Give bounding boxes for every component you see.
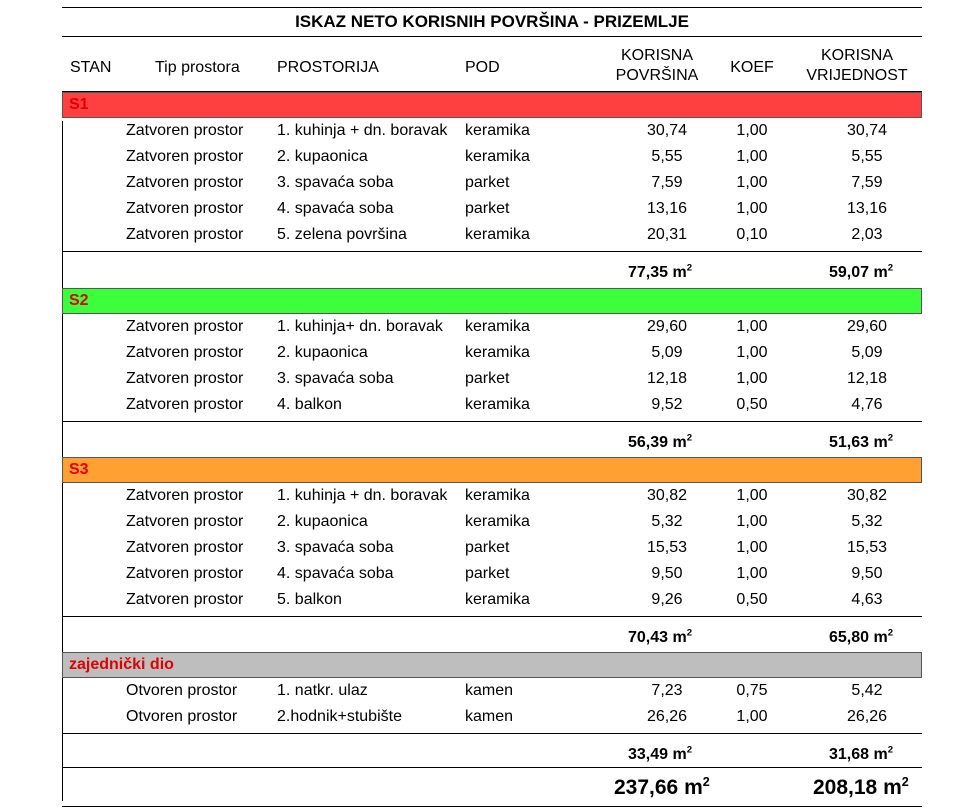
table-row <box>62 315 922 341</box>
cell-korisna-vrijednost: 5,32 <box>851 513 883 530</box>
subtotal-value-unit: m <box>873 264 888 281</box>
subtotal-rule <box>62 251 922 252</box>
col-header-area-line1: KORISNA <box>620 47 693 64</box>
subtotal-area <box>628 434 692 452</box>
table-row <box>62 197 922 223</box>
cell-pod: keramika <box>465 396 530 413</box>
cell-korisna-vrijednost: 5,09 <box>851 344 883 361</box>
cell-pod: keramika <box>465 122 530 139</box>
cell-tip-prostora: Zatvoren prostor <box>126 396 244 413</box>
col-header-pod: POD <box>465 59 500 76</box>
cell-tip-prostora: Zatvoren prostor <box>126 565 244 582</box>
subtotal-area-number: 70,43 <box>628 629 669 646</box>
cell-korisna-povrsina: 7,23 <box>651 682 683 699</box>
table-row <box>62 367 922 393</box>
cell-koef: 0,75 <box>736 682 768 699</box>
cell-korisna-povrsina: 5,09 <box>651 344 683 361</box>
subtotal-value-unit: m <box>873 629 888 646</box>
col-header-stan: STAN <box>70 59 112 76</box>
cell-korisna-vrijednost: 4,76 <box>851 396 883 413</box>
cell-prostorija: 2. kupaonica <box>277 148 368 165</box>
cell-koef: 1,00 <box>736 708 768 725</box>
cell-koef: 1,00 <box>736 318 768 335</box>
cell-pod: keramika <box>465 148 530 165</box>
cell-koef: 1,00 <box>736 487 768 504</box>
area-table <box>62 0 922 811</box>
subtotal-value-number: 31,68 <box>829 746 870 763</box>
cell-prostorija: 1. kuhinja + dn. boravak <box>277 487 448 504</box>
cell-korisna-vrijednost: 13,16 <box>846 200 888 217</box>
table-row <box>62 510 922 536</box>
cell-prostorija: 5. zelena površina <box>277 226 407 243</box>
cell-koef: 1,00 <box>736 344 768 361</box>
cell-korisna-povrsina: 20,31 <box>646 226 688 243</box>
table-row <box>62 484 922 510</box>
cell-koef: 1,00 <box>736 513 768 530</box>
cell-tip-prostora: Zatvoren prostor <box>126 539 244 556</box>
grand-total-value <box>813 776 909 800</box>
subtotal-value <box>829 264 893 282</box>
top-rule <box>62 7 922 8</box>
cell-pod: keramika <box>465 226 530 243</box>
table-row <box>62 536 922 562</box>
subtotal-value-unit-sup: 2 <box>887 627 894 639</box>
cell-korisna-vrijednost: 2,03 <box>851 226 883 243</box>
cell-korisna-povrsina: 26,26 <box>646 708 688 725</box>
subtotal-value-unit-sup: 2 <box>887 262 894 274</box>
cell-koef: 1,00 <box>736 122 768 139</box>
cell-korisna-povrsina: 5,55 <box>651 148 683 165</box>
cell-prostorija: 2. kupaonica <box>277 513 368 530</box>
subtotal-rule <box>62 421 922 422</box>
cell-pod: parket <box>465 565 510 582</box>
cell-korisna-vrijednost: 29,60 <box>846 318 888 335</box>
grand-total-rule <box>62 767 922 768</box>
cell-koef: 1,00 <box>736 174 768 191</box>
cell-koef: 1,00 <box>736 200 768 217</box>
cell-prostorija: 4. spavaća soba <box>277 200 394 217</box>
cell-prostorija: 3. spavaća soba <box>277 370 394 387</box>
cell-korisna-povrsina: 15,53 <box>646 539 688 556</box>
subtotal-area-unit: m <box>672 746 687 763</box>
subtotal-area <box>628 746 692 764</box>
subtotal-value-number: 59,07 <box>829 264 870 281</box>
subtotal-area-number: 33,49 <box>628 746 669 763</box>
cell-tip-prostora: Zatvoren prostor <box>126 370 244 387</box>
section-label: S1 <box>69 96 89 113</box>
cell-pod: parket <box>465 174 510 191</box>
cell-koef: 0,50 <box>736 591 768 608</box>
section-header-2 <box>62 457 922 483</box>
cell-pod: keramika <box>465 344 530 361</box>
subtotal-area-number: 56,39 <box>628 434 669 451</box>
table-row <box>62 679 922 705</box>
cell-koef: 0,50 <box>736 396 768 413</box>
cell-tip-prostora: Zatvoren prostor <box>126 318 244 335</box>
cell-korisna-povrsina: 7,59 <box>651 174 683 191</box>
bottom-rule <box>62 806 922 807</box>
table-row <box>62 223 922 249</box>
section-label: zajednički dio <box>69 656 174 673</box>
cell-korisna-povrsina: 9,52 <box>651 396 683 413</box>
grand-total-value-value: 208,18 <box>813 776 878 799</box>
cell-korisna-vrijednost: 9,50 <box>851 565 883 582</box>
grand-total-value-unit: m <box>883 776 902 799</box>
cell-koef: 1,00 <box>736 565 768 582</box>
grand-total-area <box>614 776 710 800</box>
cell-tip-prostora: Zatvoren prostor <box>126 513 244 530</box>
subtotal-value-number: 51,63 <box>829 434 870 451</box>
table-row <box>62 393 922 419</box>
cell-pod: keramika <box>465 318 530 335</box>
cell-prostorija: 1. kuhinja + dn. boravak <box>277 122 448 139</box>
cell-tip-prostora: Zatvoren prostor <box>126 200 244 217</box>
col-header-prostorija: PROSTORIJA <box>277 59 379 76</box>
cell-prostorija: 4. spavaća soba <box>277 565 394 582</box>
grand-total-value-unit-sup: 2 <box>901 775 909 789</box>
col-header-value <box>797 46 917 86</box>
table-row <box>62 705 922 731</box>
cell-prostorija: 1. natkr. ulaz <box>277 682 368 699</box>
cell-prostorija: 2.hodnik+stubište <box>277 708 402 725</box>
col-header-value-line2: VRIJEDNOST <box>806 67 908 84</box>
cell-prostorija: 3. spavaća soba <box>277 539 394 556</box>
cell-korisna-vrijednost: 15,53 <box>846 539 888 556</box>
table-row <box>62 171 922 197</box>
grand-total-area-unit-sup: 2 <box>702 775 710 789</box>
cell-korisna-povrsina: 30,74 <box>646 122 688 139</box>
subtotal-value-number: 65,80 <box>829 629 870 646</box>
subtotal-value-unit: m <box>873 746 888 763</box>
cell-korisna-povrsina: 9,50 <box>651 565 683 582</box>
subtotal-area-unit: m <box>672 629 687 646</box>
cell-tip-prostora: Otvoren prostor <box>126 682 238 699</box>
subtotal-area <box>628 264 692 282</box>
cell-tip-prostora: Zatvoren prostor <box>126 174 244 191</box>
cell-tip-prostora: Otvoren prostor <box>126 708 238 725</box>
col-header-koef: KOEF <box>730 59 774 76</box>
cell-korisna-povrsina: 30,82 <box>646 487 688 504</box>
table-row <box>62 588 922 614</box>
table-row <box>62 119 922 145</box>
cell-tip-prostora: Zatvoren prostor <box>126 487 244 504</box>
cell-korisna-povrsina: 5,32 <box>651 513 683 530</box>
section-label: S2 <box>69 292 89 309</box>
cell-korisna-vrijednost: 12,18 <box>846 370 888 387</box>
subtotal-value-unit-sup: 2 <box>887 744 894 756</box>
cell-pod: keramika <box>465 591 530 608</box>
cell-tip-prostora: Zatvoren prostor <box>126 122 244 139</box>
table-row <box>62 562 922 588</box>
cell-korisna-vrijednost: 30,74 <box>846 122 888 139</box>
col-header-area <box>607 46 707 86</box>
cell-korisna-vrijednost: 7,59 <box>851 174 883 191</box>
subtotal-area-unit-sup: 2 <box>686 262 693 274</box>
cell-pod: kamen <box>465 708 514 725</box>
cell-prostorija: 4. balkon <box>277 396 342 413</box>
cell-korisna-povrsina: 12,18 <box>646 370 688 387</box>
cell-pod: kamen <box>465 682 514 699</box>
cell-pod: keramika <box>465 487 530 504</box>
cell-korisna-povrsina: 13,16 <box>646 200 688 217</box>
subtotal-area-unit: m <box>672 434 687 451</box>
cell-korisna-vrijednost: 30,82 <box>846 487 888 504</box>
title-rule <box>62 36 922 37</box>
cell-prostorija: 3. spavaća soba <box>277 174 394 191</box>
cell-tip-prostora: Zatvoren prostor <box>126 226 244 243</box>
table-row <box>62 341 922 367</box>
cell-pod: parket <box>465 370 510 387</box>
table-title: ISKAZ NETO KORISNIH POVRŠINA - PRIZEMLJE <box>295 12 689 31</box>
cell-koef: 1,00 <box>736 370 768 387</box>
subtotal-area-number: 77,35 <box>628 264 669 281</box>
cell-pod: keramika <box>465 513 530 530</box>
cell-korisna-vrijednost: 5,42 <box>851 682 883 699</box>
cell-korisna-povrsina: 9,26 <box>651 591 683 608</box>
cell-korisna-vrijednost: 4,63 <box>851 591 883 608</box>
cell-korisna-povrsina: 29,60 <box>646 318 688 335</box>
subtotal-value <box>829 434 893 452</box>
cell-tip-prostora: Zatvoren prostor <box>126 148 244 165</box>
cell-pod: parket <box>465 539 510 556</box>
col-header-tip: Tip prostora <box>155 59 240 76</box>
cell-pod: parket <box>465 200 510 217</box>
col-header-value-line1: KORISNA <box>820 47 893 64</box>
cell-prostorija: 5. balkon <box>277 591 342 608</box>
cell-tip-prostora: Zatvoren prostor <box>126 344 244 361</box>
subtotal-value <box>829 746 893 764</box>
subtotal-area-unit-sup: 2 <box>686 744 693 756</box>
cell-prostorija: 1. kuhinja+ dn. boravak <box>277 318 443 335</box>
section-header-1 <box>62 288 922 314</box>
subtotal-rule <box>62 733 922 734</box>
cell-korisna-vrijednost: 26,26 <box>846 708 888 725</box>
cell-koef: 1,00 <box>736 148 768 165</box>
cell-tip-prostora: Zatvoren prostor <box>126 591 244 608</box>
table-row <box>62 145 922 171</box>
subtotal-area <box>628 629 692 647</box>
subtotal-value <box>829 629 893 647</box>
subtotal-rule <box>62 616 922 617</box>
col-header-area-line2: POVRŠINA <box>615 67 699 84</box>
cell-korisna-vrijednost: 5,55 <box>851 148 883 165</box>
subtotal-area-unit: m <box>672 264 687 281</box>
section-header-0 <box>62 92 922 118</box>
subtotal-area-unit-sup: 2 <box>686 432 693 444</box>
section-label: S3 <box>69 461 89 478</box>
cell-prostorija: 2. kupaonica <box>277 344 368 361</box>
grand-total-area-unit: m <box>684 776 703 799</box>
subtotal-value-unit-sup: 2 <box>887 432 894 444</box>
subtotal-value-unit: m <box>873 434 888 451</box>
subtotal-area-unit-sup: 2 <box>686 627 693 639</box>
cell-koef: 1,00 <box>736 539 768 556</box>
section-header-3 <box>62 652 922 678</box>
grand-total-area-value: 237,66 <box>614 776 679 799</box>
cell-koef: 0,10 <box>736 226 768 243</box>
